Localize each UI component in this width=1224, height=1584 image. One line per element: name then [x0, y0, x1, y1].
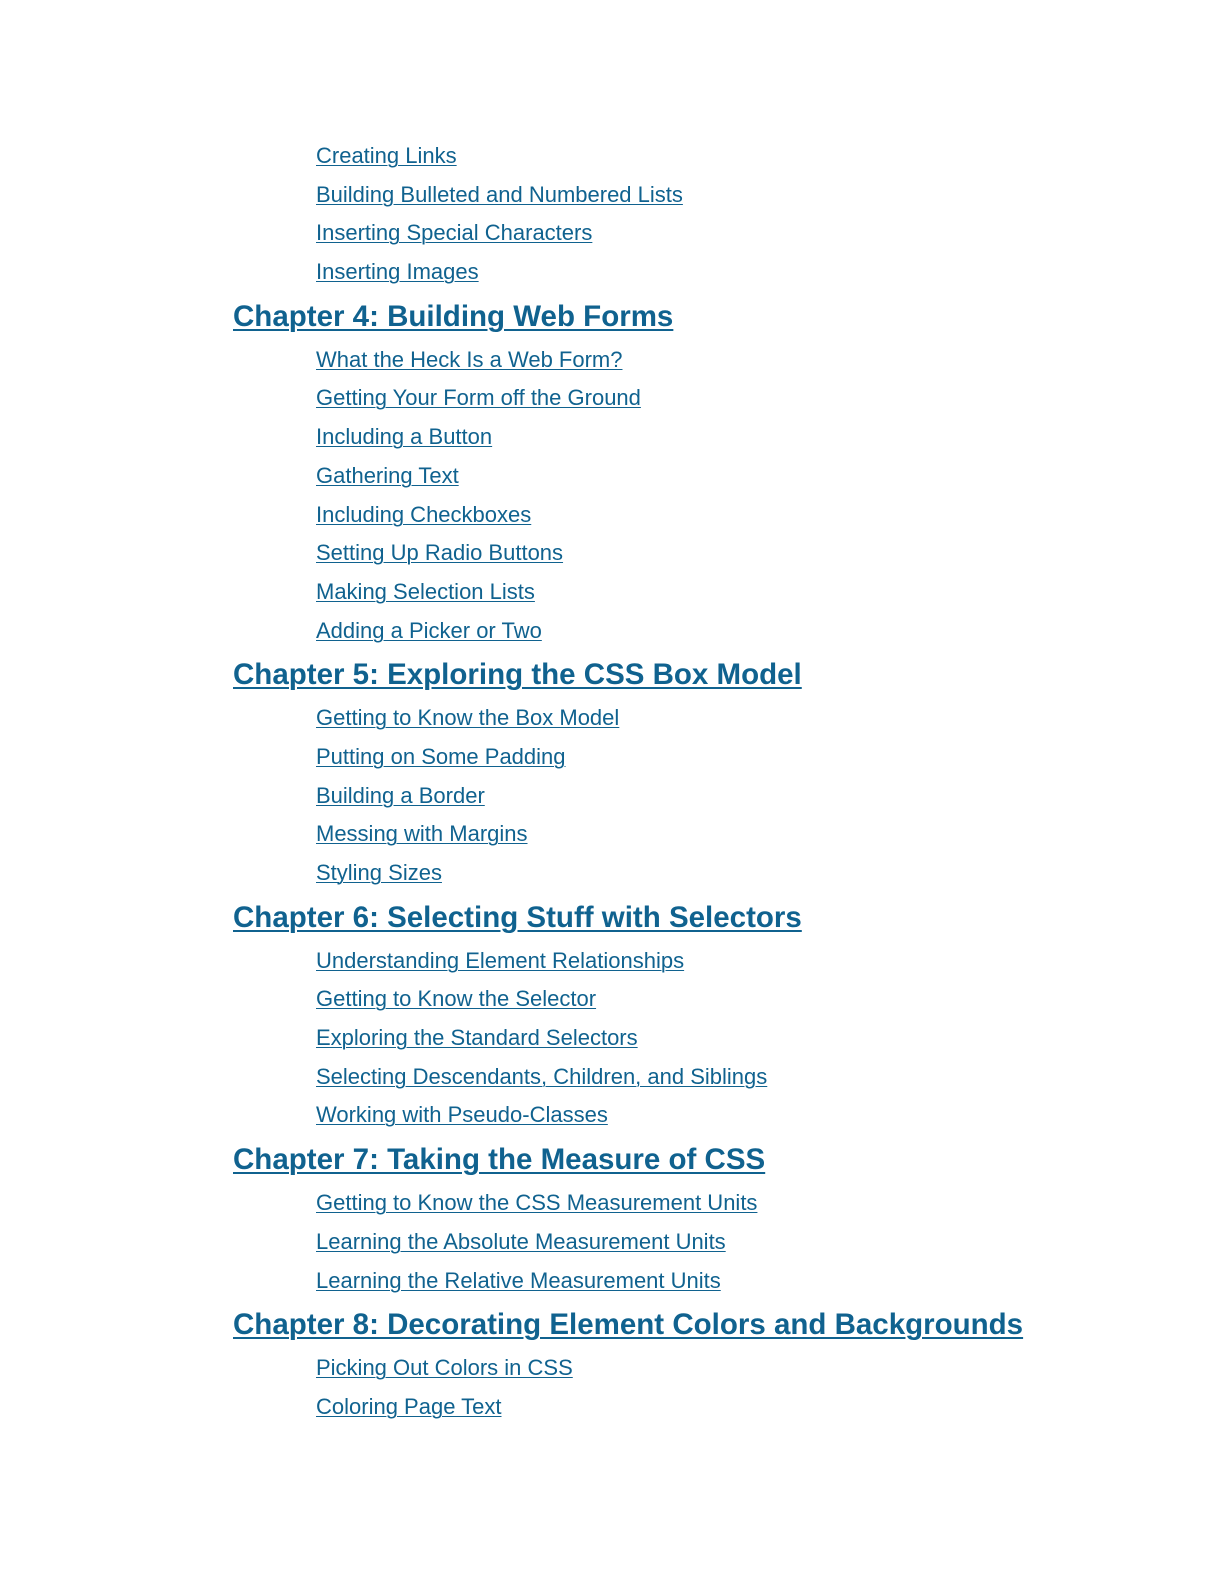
toc-section-link[interactable]: Getting to Know the Selector	[316, 986, 597, 1012]
toc-chapter-5-link[interactable]: Chapter 5: Exploring the CSS Box Model	[233, 658, 802, 692]
toc-chapter-7-link[interactable]: Chapter 7: Taking the Measure of CSS	[233, 1143, 766, 1177]
toc-section-link[interactable]: Including a Button	[316, 424, 493, 450]
toc-section-link[interactable]: Getting Your Form off the Ground	[316, 385, 641, 411]
toc-section-link[interactable]: Picking Out Colors in CSS	[316, 1355, 573, 1381]
toc-section-link[interactable]: Setting Up Radio Buttons	[316, 540, 564, 566]
toc-section-link[interactable]: Understanding Element Relationships	[316, 947, 685, 973]
toc-chapter-8-link[interactable]: Chapter 8: Decorating Element Colors and Backgrounds	[233, 1308, 1024, 1342]
toc-section-link[interactable]: Inserting Images	[316, 259, 479, 285]
toc-chapter-4-link[interactable]: Chapter 4: Building Web Forms	[233, 299, 674, 333]
toc-chapter-6-link[interactable]: Chapter 6: Selecting Stuff with Selectors	[233, 900, 802, 934]
toc-section-link[interactable]: Adding a Picker or Two	[316, 617, 542, 643]
toc-section-link[interactable]: Getting to Know the CSS Measurement Units	[316, 1190, 758, 1216]
toc-section-link[interactable]: Styling Sizes	[316, 860, 442, 885]
toc-section-link[interactable]: Building Bulleted and Numbered Lists	[316, 181, 683, 207]
toc-section-link[interactable]: Learning the Absolute Measurement Units	[316, 1228, 726, 1254]
toc-section-link[interactable]: Inserting Special Characters	[316, 220, 593, 246]
toc-section-link[interactable]: Messing with Margins	[316, 821, 528, 847]
toc-section-link[interactable]: Getting to Know the Box Model	[316, 705, 620, 731]
toc-section-link[interactable]: Learning the Relative Measurement Units	[316, 1267, 721, 1293]
toc-section-link[interactable]: Building a Border	[316, 782, 485, 808]
toc-section-link[interactable]: Making Selection Lists	[316, 578, 535, 604]
toc-section-link[interactable]: Exploring the Standard Selectors	[316, 1025, 638, 1051]
table-of-contents	[0, 137, 1224, 1427]
toc-section-link[interactable]: What the Heck Is a Web Form?	[316, 346, 623, 372]
toc-section-link[interactable]: Selecting Descendants, Children, and Siblings	[316, 1063, 768, 1089]
toc-section-link[interactable]: Working with Pseudo-Classes	[316, 1102, 608, 1128]
toc-section-link[interactable]: Coloring Page Text	[316, 1393, 502, 1419]
toc-section-link[interactable]: Creating Links	[316, 143, 457, 168]
toc-section-link[interactable]: Including Checkboxes	[316, 501, 532, 527]
toc-section-link[interactable]: Putting on Some Padding	[316, 743, 566, 769]
toc-section-link[interactable]: Gathering Text	[316, 462, 459, 488]
